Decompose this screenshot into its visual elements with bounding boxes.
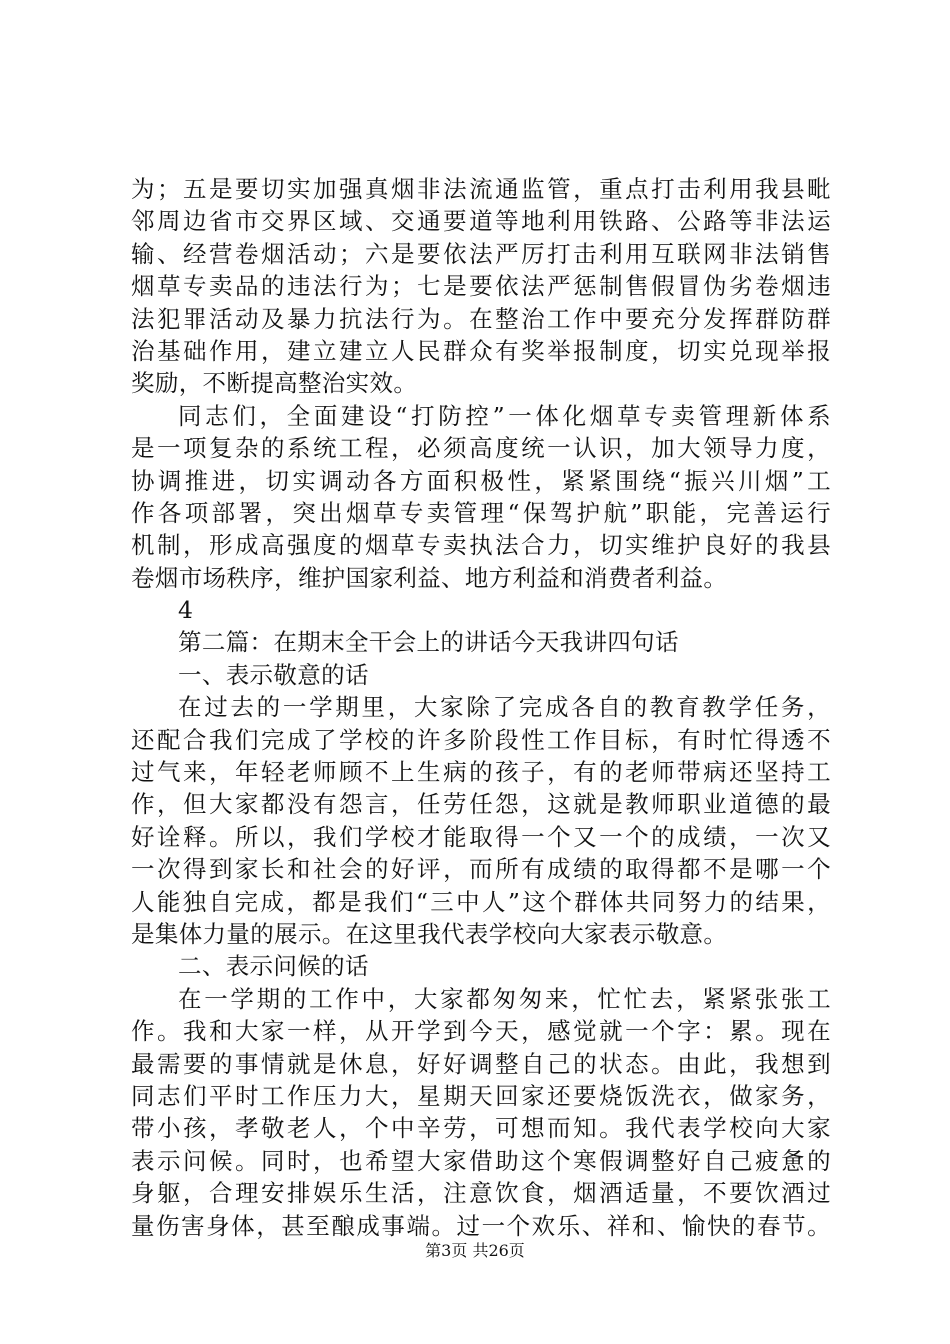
text-line: 作，但大家都没有怨言，任劳任怨，这就是教师职业道德的最 [131, 790, 831, 819]
text-line: 作各项部署，突出烟草专卖管理“保驾护航”职能，完善运行 [131, 498, 831, 527]
text-line: 好诠释。所以，我们学校才能取得一个又一个的成绩，一次又 [131, 822, 831, 851]
paragraph [131, 594, 831, 626]
text-line: 治基础作用，建立建立人民群众有奖举报制度，切实兑现举报 [131, 336, 831, 365]
text-line: 在过去的一学期里，大家除了完成各自的教育教学任务， [178, 693, 831, 722]
page-number-footer: 第3页 共26页 [425, 1241, 525, 1260]
text-line: 是一项复杂的系统工程，必须高度统一认识，加大领导力度， [131, 434, 831, 463]
text-line: 奖励，不断提高整治实效。 [131, 369, 418, 398]
text-line: 第二篇：在期末全干会上的讲话今天我讲四句话 [178, 628, 679, 657]
text-line: 是集体力量的展示。在这里我代表学校向大家表示敬意。 [131, 919, 728, 948]
text-line: 过气来，年轻老师顾不上生病的孩子，有的老师带病还坚持工 [131, 758, 831, 787]
paragraph [131, 400, 831, 594]
text-line: 机制，形成高强度的烟草专卖执法合力，切实维护良好的我县 [131, 531, 831, 560]
text-line: 协调推进，切实调动各方面积极性，紧紧围绕“振兴川烟”工 [131, 466, 831, 495]
paragraph [131, 173, 831, 400]
text-line: 带小孩，孝敬老人，个中辛劳，可想而知。我代表学校向大家 [131, 1114, 831, 1143]
paragraph [131, 691, 831, 950]
text-line: 邻周边省市交界区域、交通要道等地利用铁路、公路等非法运 [131, 207, 831, 236]
text-line: 法犯罪活动及暴力抗法行为。在整治工作中要充分发挥群防群 [131, 304, 831, 333]
text-line: 最需要的事情就是休息，好好调整自己的状态。由此，我想到 [131, 1049, 831, 1078]
text-line: 同志们平时工作压力大，星期天回家还要烧饭洗衣，做家务， [131, 1081, 831, 1110]
text-line: 同志们，全面建设“打防控”一体化烟草专卖管理新体系 [178, 401, 831, 430]
document-body [131, 173, 831, 1242]
text-line: 量伤害身体，甚至酿成事端。过一个欢乐、祥和、愉快的春节。 [131, 1211, 831, 1240]
text-line: 输、经营卷烟活动；六是要依法严厉打击利用互联网非法销售 [131, 239, 831, 268]
text-line: 一次得到家长和社会的好评，而所有成绩的取得都不是哪一个 [131, 855, 831, 884]
text-line: 4 [178, 596, 194, 625]
text-line: 卷烟市场秩序，维护国家利益、地方利益和消费者利益。 [131, 563, 728, 592]
text-line: 还配合我们完成了学校的许多阶段性工作目标，有时忙得透不 [131, 725, 831, 754]
text-line: 一、表示敬意的话 [178, 660, 369, 689]
text-line: 在一学期的工作中，大家都匆匆来，忙忙去，紧紧张张工 [178, 984, 831, 1013]
text-line: 作。我和大家一样，从开学到今天，感觉就一个字：累。现在 [131, 1017, 831, 1046]
section-heading [131, 659, 831, 691]
section-heading [131, 950, 831, 982]
text-line: 为；五是要切实加强真烟非法流通监管，重点打击利用我县毗 [131, 175, 831, 203]
paragraph [131, 983, 831, 1242]
section-title [131, 626, 831, 658]
text-line: 人能独自完成，都是我们“三中人”这个群体共同努力的结果， [131, 887, 831, 916]
text-line: 表示问候。同时，也希望大家借助这个寒假调整好自己疲惫的 [131, 1146, 831, 1175]
text-line: 烟草专卖品的违法行为；七是要依法严惩制售假冒伪劣卷烟违 [131, 272, 831, 301]
text-line: 身躯，合理安排娱乐生活，注意饮食，烟酒适量，不要饮酒过 [131, 1179, 831, 1208]
text-line: 二、表示问候的话 [178, 952, 369, 981]
